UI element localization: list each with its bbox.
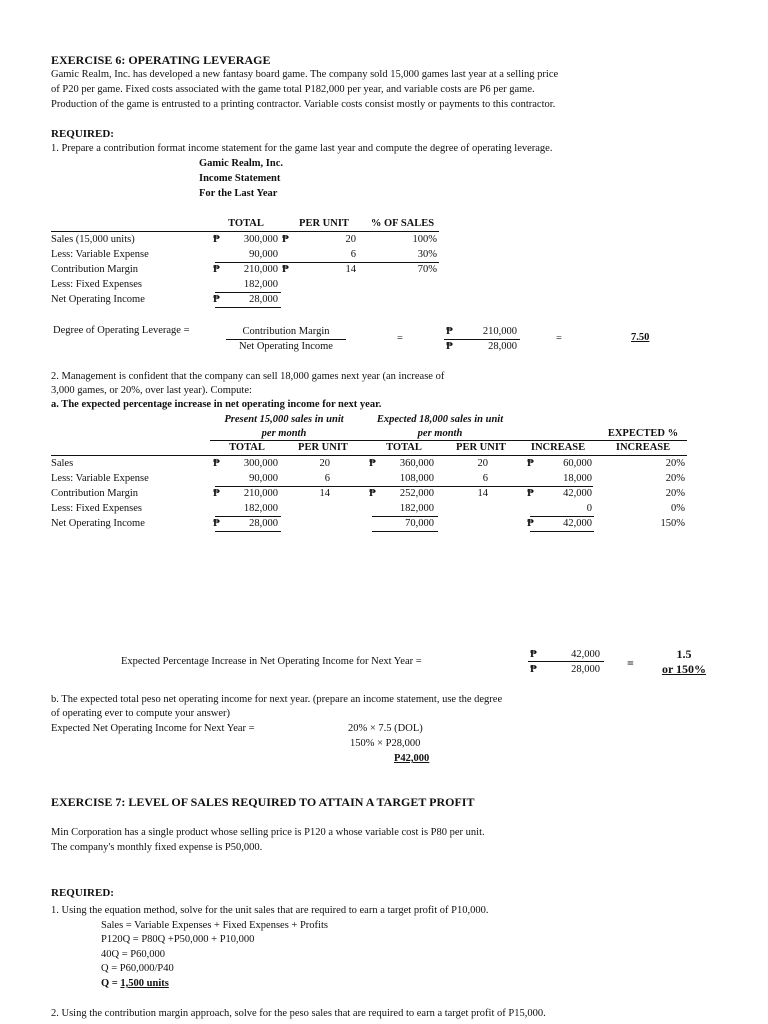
- cell-expected-unit: 6: [482, 473, 488, 484]
- cell-expected-unit: 14: [477, 488, 488, 499]
- peso-sign: ₱: [213, 293, 220, 305]
- col-header-pct-sales: % OF SALES: [370, 218, 435, 229]
- cell-per-unit: 6: [350, 249, 356, 260]
- cell-present-total: 210,000: [243, 488, 278, 499]
- expected-pct-result-percent: or 150%: [661, 662, 707, 676]
- peso-sign: ₱: [530, 663, 537, 675]
- expected-header-sub: per month: [417, 428, 463, 439]
- cell-per-unit: 20: [345, 234, 356, 245]
- col-header-total: TOTAL: [229, 442, 265, 453]
- answer-value: 1,500 units: [120, 978, 169, 989]
- cell-expected-total: 182,000: [399, 503, 434, 514]
- col-header-total: TOTAL: [386, 442, 422, 453]
- cell-expected-pct: 20%: [665, 473, 685, 484]
- col-header-per-unit: PER UNIT: [299, 218, 349, 229]
- cell-expected-total: 252,000: [399, 488, 434, 499]
- answer-prefix: Q =: [101, 978, 121, 989]
- col-header-increase: INCREASE: [530, 442, 586, 453]
- peso-sign: ₱: [446, 325, 453, 337]
- present-header-sub: per month: [261, 428, 307, 439]
- cell-present-total: 182,000: [243, 503, 278, 514]
- table-top-rule: [51, 231, 439, 232]
- cell-expected-pct: 20%: [665, 488, 685, 499]
- question-2: 2. Using the contribution margin approach, solve for the peso sales that are required to earn a target profit of P15,000.: [51, 1008, 546, 1019]
- peso-sign: ₱: [369, 457, 376, 469]
- expected-pct-numerator: 42,000: [571, 649, 600, 660]
- cell-increase: 42,000: [563, 488, 592, 499]
- cell-total: 90,000: [249, 249, 278, 260]
- expected-header: Expected 18,000 sales in unit: [376, 414, 504, 425]
- question-2-line-2: 3,000 games, or 20%, over last year). Compute:: [51, 385, 252, 396]
- cell-pct: 30%: [417, 249, 437, 260]
- question-1: 1. Using the equation method, solve for the unit sales that are required to earn a target profit of P10,000.: [51, 905, 489, 916]
- equals-sign: =: [556, 333, 562, 344]
- col-header-total: TOTAL: [228, 218, 264, 229]
- row-label: Sales: [51, 458, 74, 469]
- fraction-bar: [528, 661, 604, 662]
- exercise-6-title: EXERCISE 6: OPERATING LEVERAGE: [51, 53, 271, 67]
- exercise-7-intro-line-2: The company's monthly fixed expense is P50,000.: [51, 842, 263, 853]
- double-rule-top: [530, 531, 594, 532]
- cell-total: 28,000: [249, 294, 278, 305]
- statement-period: For the Last Year: [199, 188, 278, 199]
- cell-increase: 60,000: [563, 458, 592, 469]
- exercise-6-intro-line-3: Production of the game is entrusted to a printing contractor. Variable costs consist mostly or payments to this contractor.: [51, 99, 556, 110]
- row-label: Net Operating Income: [51, 294, 145, 305]
- required-heading: REQUIRED:: [51, 887, 114, 899]
- peso-sign: ₱: [282, 263, 289, 275]
- cell-expected-pct: 150%: [660, 518, 685, 529]
- expected-noi-label: Expected Net Operating Income for Next Year =: [51, 723, 255, 734]
- expected-pct-result: 1.5: [676, 647, 692, 661]
- expected-pct-denominator: 28,000: [571, 664, 600, 675]
- question-2b-line-2: of operating ever to compute your answer): [51, 708, 231, 719]
- cell-per-unit: 14: [345, 264, 356, 275]
- dol-denominator: Net Operating Income: [239, 341, 333, 352]
- cell-expected-unit: 20: [477, 458, 488, 469]
- peso-sign: ₱: [369, 487, 376, 499]
- cell-expected-total: 70,000: [405, 518, 434, 529]
- cell-total: 182,000: [243, 279, 278, 290]
- peso-sign: ₱: [527, 487, 534, 499]
- row-label: Less: Fixed Expenses: [51, 503, 142, 514]
- cell-expected-total: 108,000: [399, 473, 434, 484]
- peso-sign: ₱: [213, 487, 220, 499]
- expected-pct-header-sub: INCREASE: [615, 442, 671, 453]
- expected-pct-label: Expected Percentage Increase in Net Operating Income for Next Year =: [121, 656, 422, 667]
- cell-expected-total: 360,000: [399, 458, 434, 469]
- equals-sign: =: [397, 333, 403, 344]
- dol-num-value: 210,000: [482, 326, 517, 337]
- dol-den-value: 28,000: [488, 341, 517, 352]
- peso-sign: ₱: [213, 517, 220, 529]
- cell-present-total: 300,000: [243, 458, 278, 469]
- cell-present-unit: 6: [324, 473, 330, 484]
- dol-numerator: Contribution Margin: [242, 326, 330, 337]
- row-label: Less: Variable Expense: [51, 249, 149, 260]
- row-label: Sales (15,000 units): [51, 234, 135, 245]
- expected-noi-step-1: 20% × 7.5 (DOL): [348, 723, 423, 734]
- question-1: 1. Prepare a contribution format income statement for the game last year and compute the degree of operating leverage.: [51, 143, 553, 154]
- cell-increase: 18,000: [563, 473, 592, 484]
- cell-present-total: 28,000: [249, 518, 278, 529]
- peso-sign: ₱: [446, 340, 453, 352]
- statement-company: Gamic Realm, Inc.: [199, 158, 283, 169]
- statement-name: Income Statement: [199, 173, 281, 184]
- exercise-6-intro-line-2: of P20 per game. Fixed costs associated with the game total P182,000 per year, and variable costs are P6 per game.: [51, 84, 535, 95]
- peso-sign: ₱: [213, 457, 220, 469]
- row-label: Less: Variable Expense: [51, 473, 149, 484]
- cell-pct: 70%: [417, 264, 437, 275]
- double-rule-top: [215, 307, 281, 308]
- question-2b-line-1: b. The expected total peso net operating income for next year. (prepare an income statement, use the degree: [51, 694, 503, 705]
- equals-sign: =: [627, 656, 634, 670]
- question-2a: a. The expected percentage increase in net operating income for next year.: [51, 399, 382, 410]
- exercise-6-intro-line-1: Gamic Realm, Inc. has developed a new fantasy board game. The company sold 15,000 games last year at a selling price: [51, 69, 559, 80]
- dol-label: Degree of Operating Leverage =: [53, 325, 190, 336]
- double-rule-top: [372, 531, 438, 532]
- peso-sign: ₱: [527, 457, 534, 469]
- expected-noi-answer: P42,000: [394, 753, 430, 764]
- present-header: Present 15,000 sales in unit: [224, 414, 344, 425]
- peso-sign: ₱: [213, 233, 220, 245]
- cell-total: 210,000: [243, 264, 278, 275]
- peso-sign: ₱: [527, 517, 534, 529]
- col-header-per-unit: PER UNIT: [298, 442, 348, 453]
- double-rule-top: [215, 531, 281, 532]
- peso-sign: ₱: [530, 648, 537, 660]
- cell-present-total: 90,000: [249, 473, 278, 484]
- cell-total: 300,000: [243, 234, 278, 245]
- cell-increase: 42,000: [563, 518, 592, 529]
- expected-noi-step-2: 150% × P28,000: [350, 738, 421, 749]
- dol-result: 7.50: [631, 332, 650, 343]
- cell-expected-pct: 0%: [671, 503, 685, 514]
- equation-answer: [101, 977, 169, 991]
- row-label: Contribution Margin: [51, 488, 139, 499]
- expected-pct-header: EXPECTED %: [607, 428, 679, 439]
- exercise-7-intro-line-1: Min Corporation has a single product whose selling price is P120 a whose variable cost is P80 per unit.: [51, 827, 485, 838]
- equation-step-2: P120Q = P80Q +P50,000 + P10,000: [101, 934, 255, 945]
- equation-step-3: 40Q = P60,000: [101, 949, 165, 960]
- exercise-7-title: EXERCISE 7: LEVEL OF SALES REQUIRED TO ATTAIN A TARGET PROFIT: [51, 795, 475, 809]
- col-header-per-unit: PER UNIT: [456, 442, 506, 453]
- equation-step-4: Q = P60,000/P40: [101, 963, 174, 974]
- row-label: Contribution Margin: [51, 264, 139, 275]
- cell-pct: 100%: [412, 234, 437, 245]
- cell-present-unit: 14: [319, 488, 330, 499]
- required-heading: REQUIRED:: [51, 128, 114, 140]
- row-label: Less: Fixed Expenses: [51, 279, 142, 290]
- peso-sign: ₱: [282, 233, 289, 245]
- equation-step-1: Sales = Variable Expenses + Fixed Expenses + Profits: [101, 920, 328, 931]
- question-2-line-1: 2. Management is confident that the company can sell 18,000 games next year (an increase of: [51, 371, 445, 382]
- cell-present-unit: 20: [319, 458, 330, 469]
- cell-expected-pct: 20%: [665, 458, 685, 469]
- cell-increase: 0: [586, 503, 592, 514]
- peso-sign: ₱: [213, 263, 220, 275]
- row-label: Net Operating Income: [51, 518, 145, 529]
